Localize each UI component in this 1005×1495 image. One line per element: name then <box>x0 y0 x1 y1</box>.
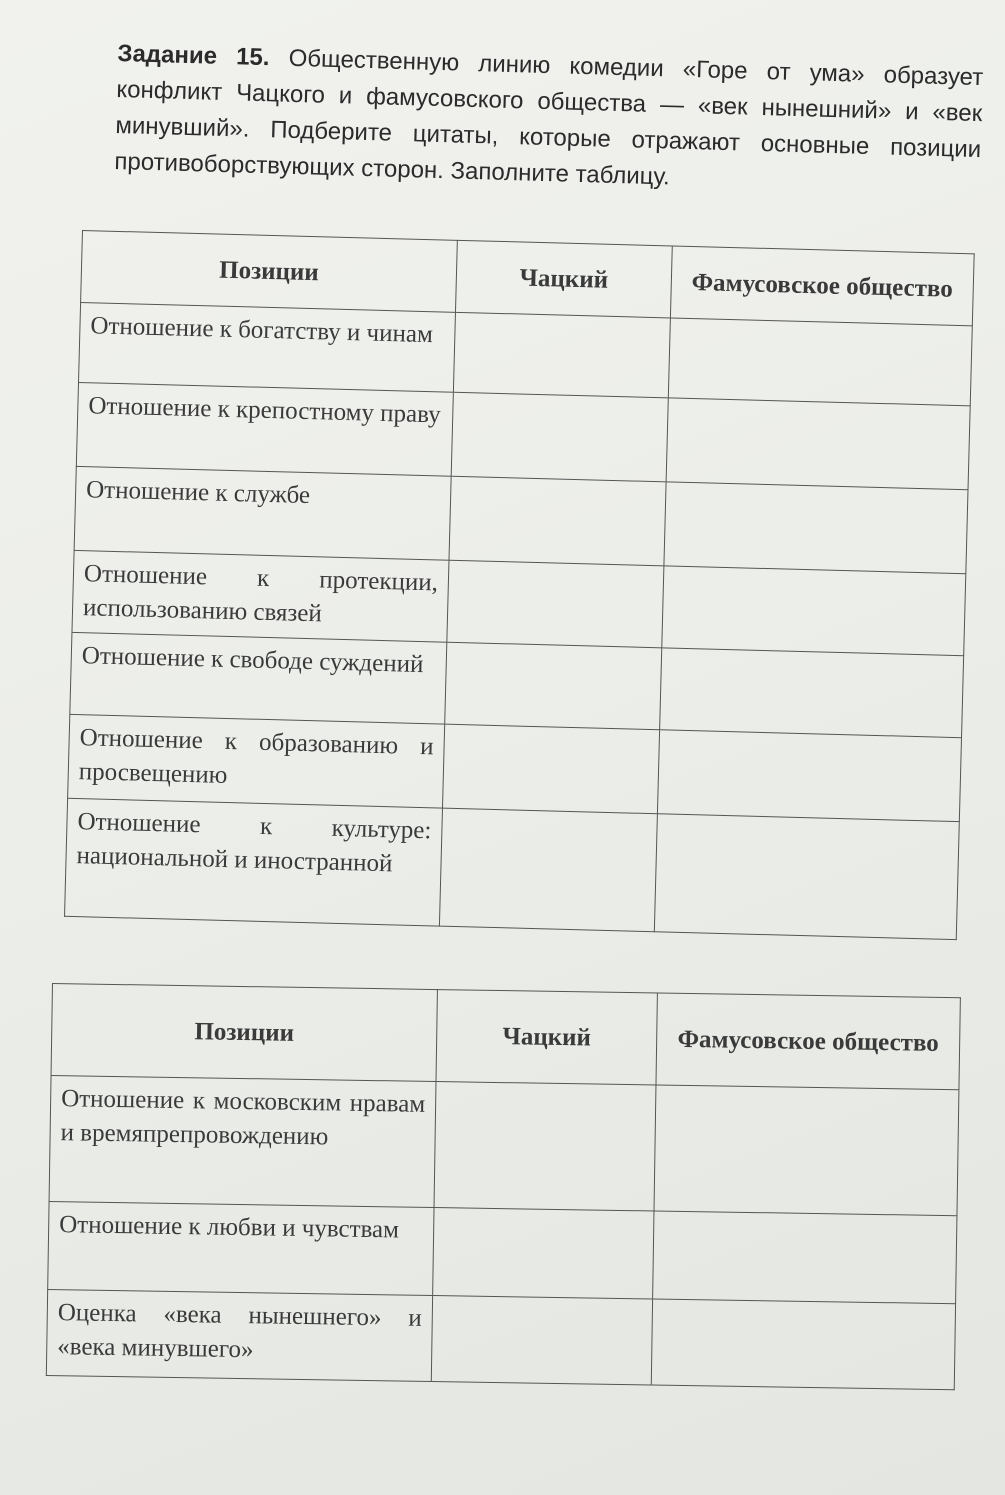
famusov-answer-cell[interactable] <box>668 318 972 406</box>
chatsky-answer-cell[interactable] <box>451 392 668 482</box>
header-positions: Позиции <box>81 231 458 313</box>
header-chatsky: Чацкий <box>436 990 657 1085</box>
task-description: Общественную линию комедии «Горе от ума» образует конфликт Чацкого и фамусовского общества — «век нынешний» и «век минувший». Подберите цитаты, которые отражают основные позиции противоборствующих сторон. Заполните таблицу. <box>114 44 984 191</box>
position-label: Отношение к службе <box>74 466 451 560</box>
chatsky-answer-cell[interactable] <box>453 312 670 398</box>
chatsky-answer-cell[interactable] <box>433 1208 654 1299</box>
position-label: Отношение к свободе суждений <box>70 632 447 724</box>
famusov-answer-cell[interactable] <box>660 648 964 738</box>
chatsky-answer-cell[interactable] <box>447 560 664 648</box>
position-label: Отношение к московским нравам и времяпрепровождению <box>49 1075 436 1207</box>
position-label: Отношение к протекции, использованию связей <box>72 550 449 642</box>
famusov-answer-cell[interactable] <box>651 1299 955 1390</box>
chatsky-answer-cell[interactable] <box>434 1082 656 1211</box>
famusov-answer-cell[interactable] <box>653 1211 957 1304</box>
table-row <box>49 1075 959 1215</box>
table-row <box>65 798 960 939</box>
chatsky-answer-cell[interactable] <box>431 1296 652 1385</box>
chatsky-answer-cell[interactable] <box>439 808 657 932</box>
famusov-answer-cell[interactable] <box>662 566 966 656</box>
position-label: Оценка «века нынешнего» и «века минувшего» <box>46 1289 432 1381</box>
table-row <box>48 1201 957 1303</box>
positions-table-2 <box>46 983 961 1390</box>
chatsky-answer-cell[interactable] <box>445 642 662 730</box>
task-text-block <box>114 36 984 204</box>
header-famusov-society: Фамусовское общество <box>656 993 960 1090</box>
position-label: Отношение к крепостному праву <box>76 382 453 476</box>
chatsky-answer-cell[interactable] <box>443 724 660 814</box>
famusov-answer-cell[interactable] <box>657 730 961 822</box>
position-label: Отношение к любви и чувствам <box>48 1201 434 1295</box>
position-label: Отношение к культуре: национальной и иностранной <box>65 798 443 926</box>
position-label: Отношение к богатству и чинам <box>79 302 456 392</box>
table-header-row <box>51 984 960 1090</box>
famusov-answer-cell[interactable] <box>664 482 968 574</box>
header-famusov-society: Фамусовское общество <box>670 246 974 326</box>
famusov-answer-cell[interactable] <box>666 398 970 490</box>
famusov-answer-cell[interactable] <box>654 814 959 940</box>
chatsky-answer-cell[interactable] <box>449 476 666 566</box>
positions-table-1 <box>64 230 975 940</box>
famusov-answer-cell[interactable] <box>654 1085 959 1216</box>
header-positions: Позиции <box>51 984 437 1082</box>
table-row <box>46 1289 955 1389</box>
task-number: Задание 15. <box>117 39 270 72</box>
position-label: Отношение к образованию и просвещению <box>68 714 445 808</box>
header-chatsky: Чацкий <box>456 240 673 318</box>
